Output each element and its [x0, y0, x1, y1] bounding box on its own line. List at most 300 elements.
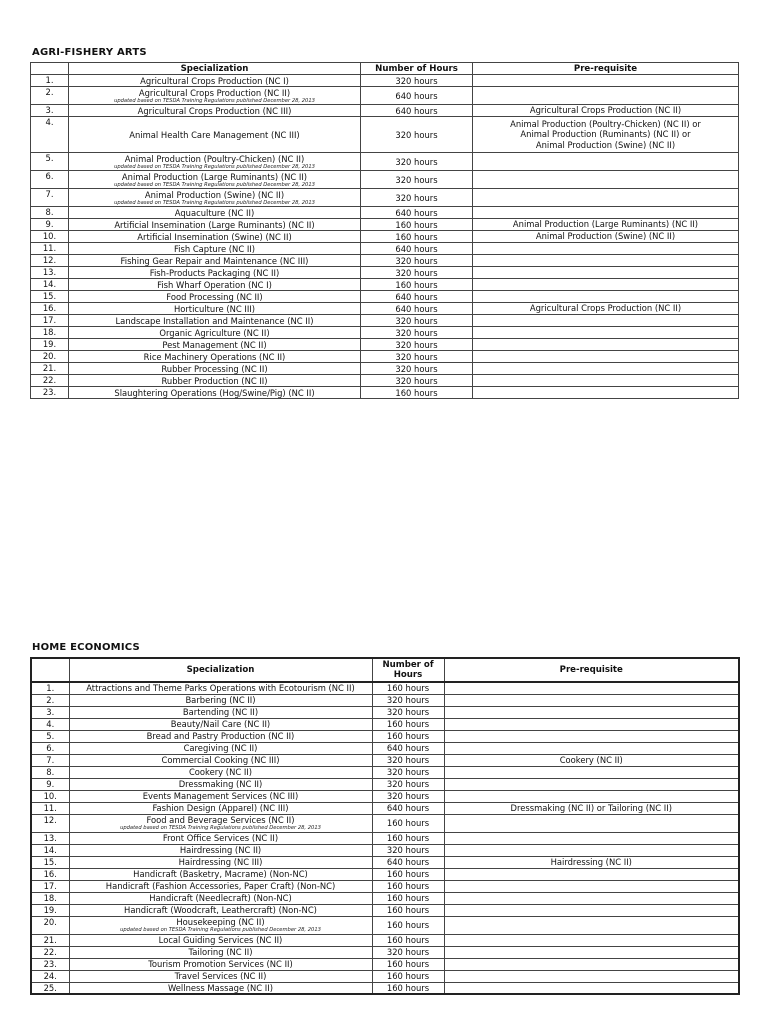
specialization-name: Attractions and Theme Parks Operations with Ecotourism (NC II) — [86, 683, 355, 694]
prerequisite-cell — [444, 742, 739, 754]
specialization-cell — [69, 844, 372, 856]
hours-cell: 160 hours — [372, 892, 444, 904]
specialization-name: Organic Agriculture (NC II) — [159, 327, 270, 338]
specialization-name: Animal Production (Poultry-Chicken) (NC II) — [124, 153, 305, 164]
table-row — [31, 766, 739, 778]
hours-cell: 160 hours — [372, 970, 444, 982]
hours-cell: 640 hours — [372, 802, 444, 814]
row-number: 1. — [31, 682, 69, 694]
home-economics-section — [30, 642, 738, 995]
specialization-cell — [69, 291, 361, 303]
row-number: 8. — [31, 766, 69, 778]
specialization-name: Handicraft (Woodcraft, Leathercraft) (Non-NC) — [124, 905, 317, 915]
home-economics-rows — [31, 682, 739, 994]
table-row — [31, 754, 739, 766]
specialization-cell — [69, 742, 372, 754]
specialization-name: Animal Production (Swine) (NC II) — [144, 189, 285, 200]
hours-cell: 320 hours — [372, 706, 444, 718]
hours-cell: 160 hours — [372, 982, 444, 994]
specialization-cell — [69, 207, 361, 219]
specialization-cell — [69, 219, 361, 231]
specialization-cell — [69, 694, 372, 706]
row-number: 10. — [31, 790, 69, 802]
table-row — [31, 219, 739, 231]
table-row — [31, 189, 739, 207]
specialization-name: Hairdressing (NC III) — [178, 857, 263, 867]
hours-cell: 320 hours — [361, 189, 473, 207]
specialization-cell — [69, 982, 372, 994]
row-number: 13. — [31, 832, 69, 844]
specialization-cell — [69, 327, 361, 339]
specialization-cell — [69, 892, 372, 904]
hours-cell: 320 hours — [372, 754, 444, 766]
prerequisite-line: Animal Production (Ruminants) (NC II) or — [520, 129, 691, 140]
prerequisite-cell — [444, 706, 739, 718]
specialization-name: Housekeeping (NC II) — [176, 917, 265, 927]
row-number: 6. — [31, 742, 69, 754]
specialization-name: Dressmaking (NC II) — [178, 779, 263, 789]
specialization-cell — [69, 814, 372, 832]
hours-cell: 320 hours — [361, 153, 473, 171]
prerequisite-cell — [473, 255, 739, 267]
row-number: 22. — [31, 946, 69, 958]
row-number: 9. — [31, 219, 69, 231]
agri-fishery-rows — [31, 75, 739, 399]
header-hours-line2: Hours — [393, 670, 423, 680]
prerequisite-cell — [444, 916, 739, 934]
hours-cell: 640 hours — [361, 105, 473, 117]
specialization-name: Tailoring (NC II) — [188, 947, 253, 957]
prerequisite-line: Cookery (NC II) — [559, 754, 623, 765]
header-specialization: Specialization — [69, 658, 372, 682]
table-row — [31, 207, 739, 219]
table-row — [31, 916, 739, 934]
row-number: 16. — [31, 868, 69, 880]
hours-cell: 640 hours — [361, 243, 473, 255]
header-hours — [372, 658, 444, 682]
specialization-name: Local Guiding Services (NC II) — [158, 935, 283, 945]
specialization-name: Fishing Gear Repair and Maintenance (NC III) — [120, 255, 309, 266]
prerequisite-cell — [473, 153, 739, 171]
row-number: 21. — [31, 363, 69, 375]
hours-cell: 640 hours — [361, 207, 473, 219]
table-row — [31, 291, 739, 303]
specialization-cell — [69, 255, 361, 267]
prerequisite-cell — [473, 351, 739, 363]
table-row — [31, 742, 739, 754]
row-number: 2. — [31, 694, 69, 706]
prerequisite-cell — [444, 802, 739, 814]
prerequisite-cell — [444, 868, 739, 880]
table-row — [31, 243, 739, 255]
specialization-name: Fish-Products Packaging (NC II) — [149, 267, 280, 278]
row-number: 14. — [31, 279, 69, 291]
row-number: 22. — [31, 375, 69, 387]
specialization-cell — [69, 880, 372, 892]
hours-cell: 320 hours — [372, 844, 444, 856]
header-hours-line1: Number of — [382, 660, 434, 670]
table-row — [31, 802, 739, 814]
prerequisite-cell — [444, 892, 739, 904]
hours-cell: 640 hours — [361, 303, 473, 315]
hours-cell: 160 hours — [361, 231, 473, 243]
specialization-name: Pest Management (NC II) — [162, 339, 267, 350]
prerequisite-line: Hairdressing (NC II) — [550, 856, 632, 867]
row-number: 16. — [31, 303, 69, 315]
header-number — [31, 63, 69, 75]
specialization-name: Agricultural Crops Production (NC III) — [137, 105, 292, 116]
specialization-name: Artificial Insemination (Large Ruminants) (NC II) — [114, 219, 315, 230]
hours-cell: 320 hours — [372, 766, 444, 778]
specialization-cell — [69, 303, 361, 315]
prerequisite-cell — [473, 375, 739, 387]
hours-cell: 320 hours — [361, 363, 473, 375]
prerequisite-cell — [444, 982, 739, 994]
specialization-cell — [69, 706, 372, 718]
hours-cell: 320 hours — [361, 117, 473, 153]
table-row — [31, 363, 739, 375]
hours-cell: 320 hours — [361, 339, 473, 351]
row-number: 7. — [31, 754, 69, 766]
row-number: 5. — [31, 730, 69, 742]
row-number: 15. — [31, 856, 69, 868]
table-row — [31, 117, 739, 153]
row-number: 21. — [31, 934, 69, 946]
specialization-name: Bartending (NC II) — [182, 707, 259, 717]
specialization-name: Rubber Processing (NC II) — [161, 363, 268, 374]
specialization-cell — [69, 832, 372, 844]
specialization-cell — [69, 856, 372, 868]
header-number — [31, 658, 69, 682]
table-row — [31, 844, 739, 856]
specialization-name: Bread and Pastry Production (NC II) — [146, 731, 295, 741]
prerequisite-cell — [473, 279, 739, 291]
prerequisite-line: Animal Production (Swine) (NC II) — [535, 139, 676, 150]
table-row — [31, 153, 739, 171]
row-number: 20. — [31, 351, 69, 363]
hours-cell: 320 hours — [361, 75, 473, 87]
row-number: 15. — [31, 291, 69, 303]
specialization-cell — [69, 363, 361, 375]
prerequisite-cell — [444, 718, 739, 730]
table-row — [31, 880, 739, 892]
hours-cell: 640 hours — [372, 742, 444, 754]
specialization-cell — [69, 970, 372, 982]
row-number: 17. — [31, 315, 69, 327]
table-row — [31, 958, 739, 970]
specialization-cell — [69, 171, 361, 189]
agri-fishery-section — [30, 47, 738, 399]
specialization-name: Aquaculture (NC II) — [174, 207, 255, 218]
table-row — [31, 904, 739, 916]
table-row — [31, 171, 739, 189]
specialization-name: Animal Production (Large Ruminants) (NC II) — [121, 171, 308, 182]
hours-cell: 160 hours — [372, 916, 444, 934]
hours-cell: 320 hours — [372, 694, 444, 706]
prerequisite-line: Animal Production (Poultry-Chicken) (NC II) or — [510, 118, 701, 129]
hours-cell: 160 hours — [372, 718, 444, 730]
header-hours: Number of Hours — [361, 63, 473, 75]
hours-cell: 320 hours — [361, 315, 473, 327]
hours-cell: 640 hours — [361, 291, 473, 303]
specialization-name: Handicraft (Basketry, Macrame) (Non-NC) — [133, 869, 308, 879]
specialization-cell — [69, 117, 361, 153]
row-number: 2. — [31, 87, 69, 105]
row-number: 9. — [31, 778, 69, 790]
specialization-cell — [69, 946, 372, 958]
prerequisite-cell — [473, 219, 739, 231]
row-number: 20. — [31, 916, 69, 934]
row-number: 18. — [31, 892, 69, 904]
hours-cell: 320 hours — [361, 267, 473, 279]
prerequisite-cell — [444, 730, 739, 742]
prerequisite-cell — [473, 363, 739, 375]
prerequisite-cell — [473, 303, 739, 315]
table-row — [31, 868, 739, 880]
specialization-cell — [69, 231, 361, 243]
table-row — [31, 946, 739, 958]
hours-cell: 160 hours — [361, 219, 473, 231]
prerequisite-cell — [444, 766, 739, 778]
specialization-cell — [69, 87, 361, 105]
hours-cell: 320 hours — [361, 351, 473, 363]
update-note: updated based on TESDA Training Regulations published December 28, 2013 — [120, 825, 321, 831]
table-row — [31, 892, 739, 904]
update-note: updated based on TESDA Training Regulations published December 28, 2013 — [114, 97, 315, 104]
hours-cell: 160 hours — [372, 730, 444, 742]
specialization-cell — [69, 904, 372, 916]
row-number: 17. — [31, 880, 69, 892]
table-row — [31, 730, 739, 742]
table-row — [31, 231, 739, 243]
specialization-name: Animal Health Care Management (NC III) — [129, 129, 300, 140]
specialization-cell — [69, 279, 361, 291]
update-note: updated based on TESDA Training Regulations published December 28, 2013 — [114, 163, 315, 170]
prerequisite-cell — [473, 117, 739, 153]
prerequisite-cell — [444, 832, 739, 844]
specialization-name: Landscape Installation and Maintenance (NC II) — [115, 315, 314, 326]
row-number: 4. — [31, 117, 69, 153]
specialization-name: Agricultural Crops Production (NC II) — [138, 87, 291, 98]
specialization-name: Hairdressing (NC II) — [179, 845, 262, 855]
specialization-name: Horticulture (NC III) — [173, 303, 256, 314]
hours-cell: 640 hours — [372, 856, 444, 868]
specialization-name: Fish Capture (NC II) — [173, 243, 256, 254]
table-row — [31, 303, 739, 315]
table-row — [31, 339, 739, 351]
prerequisite-cell — [444, 934, 739, 946]
row-number: 24. — [31, 970, 69, 982]
specialization-name: Rice Machinery Operations (NC II) — [143, 351, 286, 362]
prerequisite-line: Animal Production (Swine) (NC II) — [535, 231, 676, 242]
specialization-name: Food Processing (NC II) — [166, 291, 263, 302]
specialization-cell — [69, 730, 372, 742]
specialization-cell — [69, 375, 361, 387]
specialization-cell — [69, 243, 361, 255]
prerequisite-cell — [473, 243, 739, 255]
prerequisite-cell — [473, 87, 739, 105]
prerequisite-cell — [444, 946, 739, 958]
prerequisite-cell — [473, 315, 739, 327]
prerequisite-cell — [473, 339, 739, 351]
row-number: 1. — [31, 75, 69, 87]
row-number: 23. — [31, 958, 69, 970]
home-economics-table — [30, 657, 740, 995]
specialization-cell — [69, 778, 372, 790]
specialization-cell — [69, 153, 361, 171]
table-row — [31, 706, 739, 718]
hours-cell: 320 hours — [361, 255, 473, 267]
prerequisite-cell — [473, 327, 739, 339]
hours-cell: 160 hours — [361, 279, 473, 291]
table-row — [31, 718, 739, 730]
specialization-cell — [69, 351, 361, 363]
row-number: 8. — [31, 207, 69, 219]
prerequisite-cell — [444, 754, 739, 766]
prerequisite-cell — [444, 814, 739, 832]
specialization-name: Travel Services (NC II) — [174, 971, 267, 981]
hours-cell: 160 hours — [372, 958, 444, 970]
specialization-cell — [69, 958, 372, 970]
update-note: updated based on TESDA Training Regulations published December 28, 2013 — [120, 927, 321, 933]
prerequisite-line: Agricultural Crops Production (NC II) — [529, 303, 682, 314]
hours-cell: 320 hours — [372, 946, 444, 958]
specialization-cell — [69, 868, 372, 880]
specialization-name: Front Office Services (NC II) — [162, 833, 279, 843]
table-row — [31, 75, 739, 87]
specialization-cell — [69, 916, 372, 934]
hours-cell: 160 hours — [372, 868, 444, 880]
row-number: 23. — [31, 387, 69, 399]
specialization-cell — [69, 189, 361, 207]
hours-cell: 160 hours — [372, 682, 444, 694]
specialization-cell — [69, 267, 361, 279]
specialization-name: Fish Wharf Operation (NC I) — [157, 279, 272, 290]
table-row — [31, 267, 739, 279]
specialization-cell — [69, 754, 372, 766]
row-number: 4. — [31, 718, 69, 730]
specialization-cell — [69, 105, 361, 117]
prerequisite-cell — [444, 790, 739, 802]
hours-cell: 160 hours — [372, 934, 444, 946]
specialization-cell — [69, 339, 361, 351]
specialization-name: Rubber Production (NC II) — [161, 375, 268, 386]
table-row — [31, 790, 739, 802]
table-row — [31, 856, 739, 868]
table-row — [31, 375, 739, 387]
agri-fishery-title: AGRI-FISHERY ARTS — [32, 47, 147, 58]
specialization-name: Wellness Massage (NC II) — [167, 982, 274, 993]
specialization-cell — [69, 75, 361, 87]
hours-cell: 160 hours — [372, 832, 444, 844]
table-row — [31, 387, 739, 399]
row-number: 18. — [31, 327, 69, 339]
specialization-name: Artificial Insemination (Swine) (NC II) — [137, 231, 292, 242]
table-row — [31, 279, 739, 291]
table-row — [31, 255, 739, 267]
prerequisite-cell — [444, 844, 739, 856]
table-row — [31, 832, 739, 844]
prerequisite-cell — [444, 682, 739, 694]
prerequisite-cell — [473, 171, 739, 189]
header-prerequisite: Pre-requisite — [473, 63, 739, 75]
prerequisite-cell — [473, 267, 739, 279]
hours-cell: 160 hours — [361, 387, 473, 399]
prerequisite-line: Agricultural Crops Production (NC II) — [529, 105, 682, 116]
prerequisite-cell — [444, 880, 739, 892]
update-note: updated based on TESDA Training Regulations published December 28, 2013 — [114, 181, 315, 188]
row-number: 14. — [31, 844, 69, 856]
prerequisite-cell — [444, 958, 739, 970]
prerequisite-cell — [444, 904, 739, 916]
update-note: updated based on TESDA Training Regulations published December 28, 2013 — [114, 199, 315, 206]
hours-cell: 320 hours — [361, 375, 473, 387]
specialization-cell — [69, 387, 361, 399]
hours-cell: 320 hours — [372, 778, 444, 790]
specialization-name: Handicraft (Needlecraft) (Non-NC) — [149, 893, 292, 903]
row-number: 19. — [31, 904, 69, 916]
table-row — [31, 682, 739, 694]
specialization-name: Commercial Cooking (NC III) — [161, 755, 280, 765]
hours-cell: 160 hours — [372, 904, 444, 916]
header-specialization: Specialization — [69, 63, 361, 75]
specialization-name: Fashion Design (Apparel) (NC III) — [152, 803, 289, 813]
prerequisite-cell — [473, 387, 739, 399]
specialization-cell — [69, 802, 372, 814]
table-row — [31, 982, 739, 994]
specialization-name: Agricultural Crops Production (NC I) — [140, 75, 289, 86]
table-row — [31, 814, 739, 832]
specialization-name: Beauty/Nail Care (NC II) — [170, 719, 271, 729]
row-number: 7. — [31, 189, 69, 207]
prerequisite-cell — [473, 105, 739, 117]
table-row — [31, 315, 739, 327]
specialization-cell — [69, 315, 361, 327]
row-number: 3. — [31, 105, 69, 117]
specialization-name: Food and Beverage Services (NC II) — [146, 815, 295, 825]
specialization-cell — [69, 790, 372, 802]
specialization-name: Handicraft (Fashion Accessories, Paper Craft) (Non-NC) — [105, 881, 336, 891]
specialization-name: Barbering (NC II) — [185, 695, 256, 705]
specialization-name: Events Management Services (NC III) — [142, 791, 299, 801]
prerequisite-cell — [444, 694, 739, 706]
hours-cell: 320 hours — [361, 327, 473, 339]
header-prerequisite: Pre-requisite — [444, 658, 739, 682]
prerequisite-line: Dressmaking (NC II) or Tailoring (NC II) — [510, 802, 672, 813]
specialization-name: Tourism Promotion Services (NC II) — [148, 959, 293, 969]
row-number: 11. — [31, 243, 69, 255]
specialization-name: Caregiving (NC II) — [183, 743, 258, 753]
prerequisite-line: Animal Production (Large Ruminants) (NC II) — [512, 219, 699, 230]
row-number: 12. — [31, 255, 69, 267]
hours-cell: 160 hours — [372, 814, 444, 832]
specialization-cell — [69, 718, 372, 730]
row-number: 25. — [31, 982, 69, 994]
row-number: 6. — [31, 171, 69, 189]
prerequisite-cell — [473, 207, 739, 219]
table-row — [31, 105, 739, 117]
row-number: 12. — [31, 814, 69, 832]
specialization-cell — [69, 934, 372, 946]
prerequisite-cell — [473, 75, 739, 87]
row-number: 10. — [31, 231, 69, 243]
specialization-cell — [69, 766, 372, 778]
table-row — [31, 934, 739, 946]
row-number: 11. — [31, 802, 69, 814]
specialization-name: Slaughtering Operations (Hog/Swine/Pig) (NC II) — [114, 387, 315, 398]
row-number: 3. — [31, 706, 69, 718]
table-row — [31, 87, 739, 105]
